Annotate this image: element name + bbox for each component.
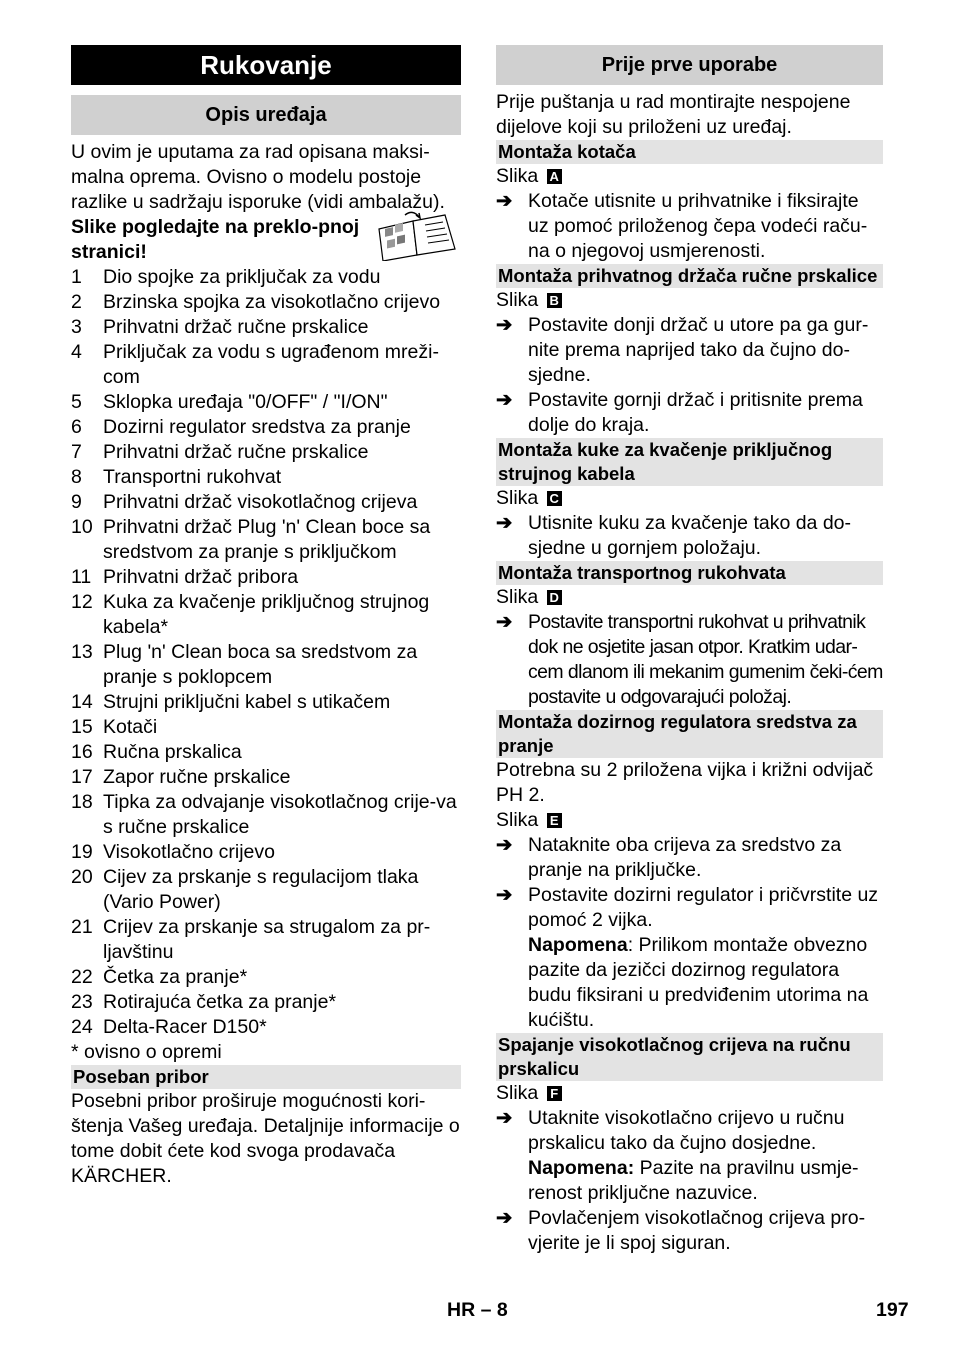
list-item-text: Ručna prskalica xyxy=(103,741,242,763)
list-item xyxy=(71,840,461,865)
figure-ref-b: Slika B xyxy=(496,288,883,313)
step: ➔ Postavite transportni rukohvat u prihvatnik dok ne osjetite jasan otpor. Kratkim udar-cem dlanom ili mekanim gumenim čeki-ćem postavite u odgovarajući položaj. xyxy=(496,611,883,708)
list-item xyxy=(71,740,461,765)
list-item-number: 5 xyxy=(71,391,82,413)
list-item xyxy=(71,640,461,690)
step: ➔ Kotače utisnite u prihvatnike i fiksirajte uz pomoć priloženog čepa vodeći raču-na o njegovoj usmjerenosti. xyxy=(496,190,868,262)
list-item xyxy=(71,865,461,915)
step: ➔ Postavite dozirni regulator i pričvrstite uz pomoć 2 vijka. xyxy=(496,884,879,931)
list-item-number: 16 xyxy=(71,741,93,763)
list-item-number: 9 xyxy=(71,491,82,513)
note-detergent: Napomena: Prilikom montaže obvezno pazite da jezičci dozirnog regulatora budu fiksirani u predviđenim utorima na kućištu. xyxy=(528,934,869,1031)
list-item-number: 13 xyxy=(71,641,93,663)
list-item xyxy=(71,990,461,1015)
list-item-text: Četka za pranje* xyxy=(103,966,248,988)
detergent-requirements: Potrebna su 2 priložena vijka i križni odvijač PH 2. xyxy=(496,759,874,806)
list-item-text: Prihvatni držač visokotlačnog crijeva xyxy=(103,491,418,513)
list-item-number: 22 xyxy=(71,966,93,988)
list-item-number: 10 xyxy=(71,516,93,538)
list-item xyxy=(71,715,461,740)
list-item xyxy=(71,915,461,965)
arrow-icon: ➔ xyxy=(496,512,513,534)
list-item-number: 4 xyxy=(71,341,82,363)
list-item-text: Kuka za kvačenje priključnog strujnog kabela* xyxy=(103,591,430,638)
list-item-number: 6 xyxy=(71,416,82,438)
list-item xyxy=(71,690,461,715)
component-list xyxy=(71,265,461,1040)
list-item-number: 21 xyxy=(71,916,93,938)
list-item-text: Dio spojke za priključak za vodu xyxy=(103,266,381,288)
subheading-transport-handle: Montaža transportnog rukohvata xyxy=(496,561,883,585)
before-use-intro: Prije puštanja u rad montirajte nespojene dijelove koji su priloženi uz uređaj. xyxy=(496,91,851,138)
list-item-number: 11 xyxy=(71,566,92,588)
list-item-number: 18 xyxy=(71,791,93,813)
figure-letter-d: D xyxy=(547,590,562,605)
list-item-number: 19 xyxy=(71,841,93,863)
list-item xyxy=(71,290,461,315)
step: ➔ Nataknite oba crijeva za sredstvo za pranje na priključke. xyxy=(496,834,842,881)
list-item-text: Prihvatni držač Plug 'n' Clean boce sa sredstvom za pranje s priključkom xyxy=(103,516,431,563)
list-item-text: Plug 'n' Clean boca sa sredstvom za pranje s poklopcem xyxy=(103,641,418,688)
arrow-icon: ➔ xyxy=(496,834,513,856)
arrow-icon: ➔ xyxy=(496,611,513,633)
figure-letter-a: A xyxy=(547,169,562,184)
figure-letter-e: E xyxy=(547,813,562,828)
figure-ref-f: Slika F xyxy=(496,1081,883,1106)
list-item-text: Crijev za prskanje sa strugalom za pr-ljavštinu xyxy=(103,916,431,963)
list-item-text: Brzinska spojka za visokotlačno crijevo xyxy=(103,291,441,313)
step: ➔ Postavite donji držač u utore pa ga gur-nite prema naprijed tako da čujno do-sjedne. xyxy=(496,314,869,386)
arrow-icon: ➔ xyxy=(496,1207,513,1229)
list-item-text: Strujni priključni kabel s utikačem xyxy=(103,691,391,713)
step: ➔ Povlačenjem visokotlačnog crijeva pro-vjerite je li spoj siguran. xyxy=(496,1207,866,1254)
left-column xyxy=(71,45,461,1189)
figure-ref-c: Slika C xyxy=(496,486,883,511)
list-item-text: Dozirni regulator sredstva za pranje xyxy=(103,416,411,438)
list-item-text: Rotirajuća četka za pranje* xyxy=(103,991,337,1013)
list-item xyxy=(71,490,461,515)
list-item-number: 17 xyxy=(71,766,93,788)
list-item-number: 12 xyxy=(71,591,93,613)
footnote: * ovisno o opremi xyxy=(71,1041,222,1063)
arrow-icon: ➔ xyxy=(496,884,513,906)
list-item-text: Delta-Racer D150* xyxy=(103,1016,267,1038)
see-pictures-row xyxy=(71,215,461,265)
arrow-icon: ➔ xyxy=(496,1107,513,1129)
step: ➔ Utisnite kuku za kvačenje tako da do-sjedne u gornjem položaju. xyxy=(496,512,852,559)
list-item-text: Zapor ručne prskalice xyxy=(103,766,291,788)
accessory-paragraph: Posebni pribor proširuje mogućnosti kori-štenja Vašeg uređaja. Detaljnije informacije o tome dobit ćete kod svoga prodavača KÄRCHER. xyxy=(71,1090,460,1187)
step: ➔ Postavite gornji držač i pritisnite prema dolje do kraja. xyxy=(496,389,863,436)
see-pictures-note: Slike pogledajte na preklo-pnoj stranici! xyxy=(71,216,360,263)
list-item xyxy=(71,765,461,790)
page-number: 197 xyxy=(876,1299,909,1321)
list-item xyxy=(71,440,461,465)
list-item-text: Prihvatni držač pribora xyxy=(103,566,299,588)
list-item-text: Prihvatni držač ručne prskalice xyxy=(103,441,369,463)
list-item xyxy=(71,340,461,390)
list-item-text: Prihvatni držač ručne prskalice xyxy=(103,316,369,338)
list-item xyxy=(71,390,461,415)
subheading-detergent-regulator: Montaža dozirnog regulatora sredstva za pranje xyxy=(496,710,883,758)
step: ➔ Utaknite visokotlačno crijevo u ručnu prskalicu tako da čujno dosjedne. xyxy=(496,1107,845,1154)
figure-letter-c: C xyxy=(547,491,562,506)
figure-ref-e: Slika E xyxy=(496,808,883,833)
list-item xyxy=(71,415,461,440)
subheading-hose-connection: Spajanje visokotlačnog crijeva na ručnu prskalicu xyxy=(496,1033,883,1081)
list-item-text: Visokotlačno crijevo xyxy=(103,841,275,863)
list-item xyxy=(71,265,461,290)
list-item-number: 24 xyxy=(71,1016,93,1038)
list-item-number: 1 xyxy=(71,266,82,288)
list-item xyxy=(71,965,461,990)
list-item-number: 14 xyxy=(71,691,93,713)
list-item-text: Priključak za vodu s ugrađenom mreži-com xyxy=(103,341,439,388)
list-item xyxy=(71,565,461,590)
subheading-special-accessories: Poseban pribor xyxy=(71,1065,461,1089)
list-item xyxy=(71,790,461,840)
footer-section-label: HR – 8 xyxy=(447,1299,508,1321)
list-item-number: 20 xyxy=(71,866,93,888)
list-item-number: 8 xyxy=(71,466,82,488)
figure-letter-b: B xyxy=(547,293,562,308)
list-item-text: Tipka za odvajanje visokotlačnog crije-va s ručne prskalice xyxy=(103,791,457,838)
note-hose: Napomena: Pazite na pravilnu usmje-renost priključne nazuvice. xyxy=(528,1157,859,1204)
arrow-icon: ➔ xyxy=(496,314,513,336)
list-item xyxy=(71,1015,461,1040)
list-item xyxy=(71,465,461,490)
section-title-device-description: Opis uređaja xyxy=(71,95,461,135)
list-item xyxy=(71,590,461,640)
subheading-spray-gun-holder: Montaža prihvatnog držača ručne prskalice xyxy=(496,264,883,288)
open-book-icon xyxy=(375,209,459,261)
arrow-icon: ➔ xyxy=(496,190,513,212)
list-item-number: 23 xyxy=(71,991,93,1013)
intro-paragraph: U ovim je uputama za rad opisana maksi-malna oprema. Ovisno o modelu postoje razlike u sadržaju isporuke (vidi ambalažu). xyxy=(71,141,445,213)
figure-letter-f: F xyxy=(547,1086,562,1101)
list-item-text: Kotači xyxy=(103,716,158,738)
subheading-wheels: Montaža kotača xyxy=(496,140,883,164)
chapter-title: Rukovanje xyxy=(71,45,461,85)
subheading-cable-hook: Montaža kuke za kvačenje priključnog strujnog kabela xyxy=(496,438,883,486)
figure-ref-a: Slika A xyxy=(496,164,883,189)
list-item-text: Sklopka uređaja "0/OFF" / "I/ON" xyxy=(103,391,388,413)
list-item xyxy=(71,515,461,565)
list-item-number: 3 xyxy=(71,316,82,338)
section-title-before-first-use: Prije prve uporabe xyxy=(496,45,883,85)
list-item-number: 7 xyxy=(71,441,82,463)
list-item-number: 15 xyxy=(71,716,93,738)
list-item xyxy=(71,315,461,340)
right-column xyxy=(496,45,883,1256)
list-item-text: Transportni rukohvat xyxy=(103,466,282,488)
figure-ref-d: Slika D xyxy=(496,585,883,610)
arrow-icon: ➔ xyxy=(496,389,513,411)
list-item-number: 2 xyxy=(71,291,82,313)
list-item-text: Cijev za prskanje s regulacijom tlaka (Vario Power) xyxy=(103,866,419,913)
